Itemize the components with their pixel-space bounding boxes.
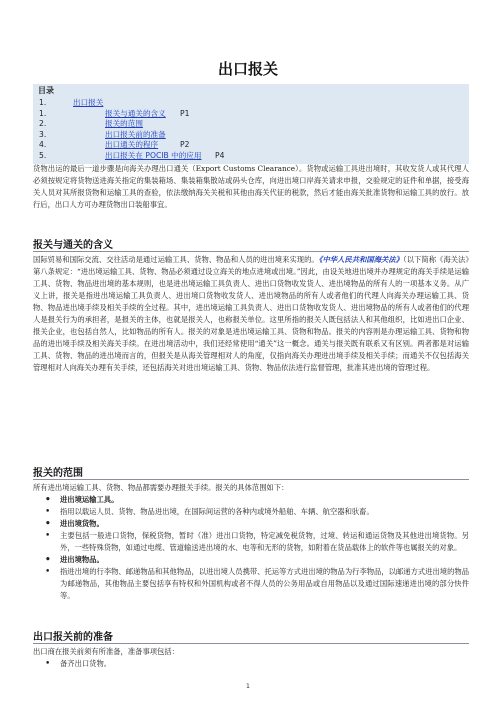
- toc-item[interactable]: [33, 98, 469, 109]
- toc-item-number: 1.: [39, 108, 47, 118]
- toc-item-number: 4.: [39, 140, 47, 150]
- section-divider: [33, 643, 469, 644]
- toc-item[interactable]: [33, 130, 469, 141]
- list-item: • 进出境运输工具。: [33, 494, 469, 506]
- paragraph-text: （以下简称《海关法》第八条规定：“进出境运输工具、货物、物品必须通过设立海关的地点进境或出境。”因此，由设关地进出境并办理规定的海关手续是运输工具、货物、物品进出境的基本规则，也是进出境运输工具负责人、进出口货物收发货人、进出境物品的所有人的一项基本义务。从广义上讲，报关是指进出境运输工具负责人、进出境口货物收发货人、进出境物品的所有人或者他们的代理人向海关办理运输工具、货物、物品进出境手续及相关手续的全过程。其中，进出境运输工具负责人、进出口货物收发货人、进出境物品的所有人或者他们的代理人是报关行为的承担者，是报关的主体，也就是报关人，也称报关单位。这里所指的报关人既包括法人和其他组织，比如进出口企业、报关企业，也包括自然人，比如物品的所有人。报关的对象是进出境运输工具、货物和物品。报关的内容则是办理运输工具、货物和物品的进出境手续及相关海关手续。在进出境活动中，我们还经常使用“通关”这一概念。通关与报关既有联系又有区别。两者都是对运输工具、货物、物品的进出境而言的，但报关是从海关管理相对人的角度，仅指向海关办理进出境手续及相关手续；而通关不仅包括海关管理相对人向海关办理有关手续，还包括海关对进出境运输工具、货物、物品依法进行监督管理，批准其进出境的管理过程。: [33, 255, 469, 372]
- document-title: 出口报关: [217, 60, 278, 78]
- section-paragraph-scope: 所有进出境运输工具、货物、物品都需要办理报关手续。报关的具体范围如下：: [33, 483, 289, 492]
- toc-item-link[interactable]: 出口报关在 POCIB 中的应用: [105, 150, 202, 160]
- law-reference: 《中华人民共和国海关法》: [318, 255, 404, 264]
- list-item: • 进出境货物。: [33, 518, 469, 530]
- section-paragraph-meaning: [33, 254, 469, 374]
- toc-heading: 目录: [38, 86, 54, 95]
- table-of-contents: [33, 84, 469, 164]
- list-item: • 指进出境的行李物、邮递物品和其他物品，以进出境人员携带、托运等方式进出境的物品为行李物品，以邮递方式进出境的物品为邮递物品，其他物品主要包括享有特权和外国机构或者不得人员的公务用品或自用物品以及通过国际速递进出境的部分快件等。: [33, 566, 469, 602]
- section-heading-preparation: 出口报关前的准备: [33, 632, 113, 643]
- toc-item[interactable]: [33, 140, 469, 151]
- toc-item-page: P2: [180, 140, 190, 150]
- section-divider: [33, 479, 469, 480]
- paragraph-text: 国际贸易和国际交流、交往活动是通过运输工具、货物、物品和人员的进出境来实现的。: [33, 255, 319, 264]
- list-item: • 主要包括一般进口货物，保税货物，暂时（准）进出口货物，特定减免税货物，过境、转运和通运货物及其他进出境货物。另外，一些特殊货物，如通过电缆、管道输送进出境的水、电等和无形的货物，如附着在货品载体上的软件等也属报关的对象。: [33, 530, 469, 554]
- section-paragraph-preparation: 出口商在报关前须有所准备，准备事项包括：: [33, 647, 179, 656]
- intro-paragraph: 货物出运的最后一道步骤是向海关办理出口通关（Export Customs Clearance）。货物或运输工具进出境时，其收发货人或其代理人必须按规定将货物送进海关指定的集装箱场、集装箱集散站或码头仓库，向进出境口岸海关请求申报，交验规定的证件和单据，接受海关人员对其所报货物和运输工具的查验，依法缴纳海关关税和其他由海关代征的税款，然后才能由海关批准货物和运输工具的放行。放行后，出口人方可办理货物出口装船事宜。: [33, 164, 469, 209]
- section-divider: [33, 251, 469, 252]
- section-heading-scope: 报关的范围: [33, 468, 83, 479]
- toc-item-number: 1.: [39, 98, 47, 107]
- scope-bullet-list: [33, 494, 469, 602]
- list-item: • 进出境物品。: [33, 554, 469, 566]
- preparation-bullet-list: [33, 658, 469, 670]
- toc-item-link[interactable]: 报关与通关的含义: [105, 108, 166, 118]
- page-number: 1: [245, 682, 251, 690]
- toc-item[interactable]: [33, 151, 469, 162]
- toc-item[interactable]: [33, 119, 469, 130]
- toc-item-page: P4: [215, 150, 225, 160]
- toc-item-number: 3.: [39, 129, 47, 139]
- toc-item-link[interactable]: 出口报关: [73, 98, 104, 107]
- toc-item-link[interactable]: 出口通关的程序: [105, 140, 159, 150]
- section-heading-meaning: 报关与通关的含义: [33, 240, 113, 251]
- list-item: • 指用以载运人员、货物、物品进出境，在国际间运营的各种内或境外船舶、车辆、航空器和驮畜。: [33, 506, 469, 518]
- toc-item-page: P1: [180, 108, 190, 118]
- toc-item-number: 5.: [39, 150, 47, 160]
- list-item: • 备齐出口货物。: [33, 658, 469, 670]
- toc-item-link[interactable]: 出口报关前的准备: [105, 129, 166, 139]
- toc-item[interactable]: [33, 109, 469, 120]
- toc-item-link[interactable]: 报关的范围: [105, 119, 143, 129]
- toc-item-number: 2.: [39, 119, 47, 129]
